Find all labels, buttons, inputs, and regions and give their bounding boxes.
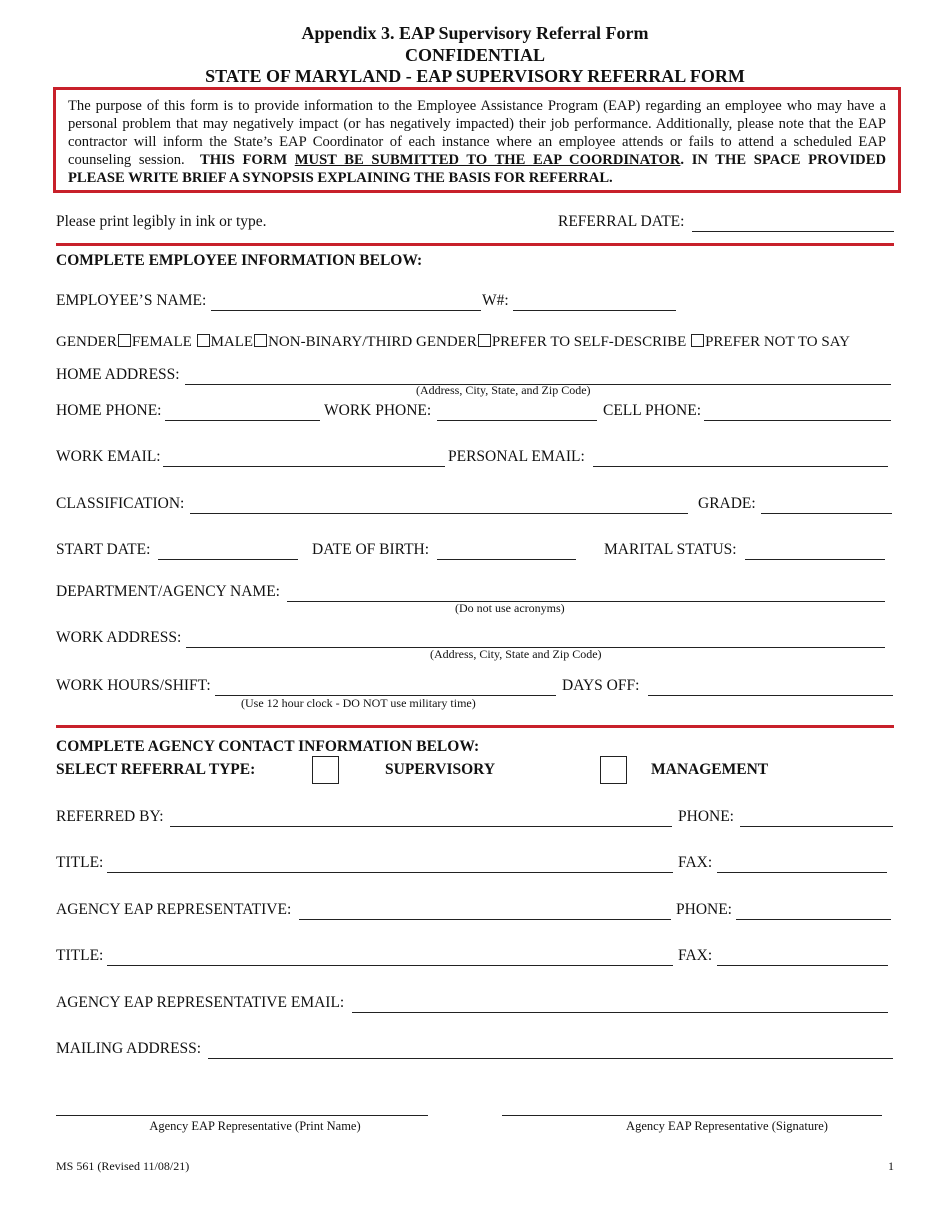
rep-phone-label: PHONE: [676,901,732,918]
gender-female-label: FEMALE [131,334,192,350]
w-number-label: W#: [482,292,509,309]
referrer-phone-field[interactable] [740,826,893,827]
supervisory-label: SUPERVISORY [385,761,496,778]
rep-fax-field[interactable] [717,965,888,966]
section-divider [56,243,894,246]
employee-section-heading: COMPLETE EMPLOYEE INFORMATION BELOW: [56,252,423,269]
supervisory-checkbox[interactable] [312,756,339,784]
agency-section-heading: COMPLETE AGENCY CONTACT INFORMATION BELOW: [56,738,480,755]
purpose-bold-2: . IN THE SPACE PROVIDED PLEASE WRITE BRIEF A SYNOPSIS EXPLAINING THE BASIS FOR REFERRAL. [68,152,886,186]
rep-label: AGENCY EAP REPRESENTATIVE: [56,901,292,918]
form-id: MS 561 (Revised 11/08/21) [56,1159,190,1173]
gender-nonbinary-checkbox[interactable] [254,334,267,347]
mailing-address-field[interactable] [208,1058,893,1059]
work-address-hint: (Address, City, State and Zip Code) [430,647,602,661]
w-number-field[interactable] [513,310,676,311]
mailing-address-label: MAILING ADDRESS: [56,1040,202,1057]
gender-prefer-not-checkbox[interactable] [691,334,704,347]
referrer-title-field[interactable] [107,872,673,873]
purpose-bold-underlined: MUST BE SUBMITTED TO THE EAP COORDINATOR [294,152,681,168]
rep-field[interactable] [299,919,671,920]
work-phone-field[interactable] [437,420,597,421]
marital-status-label: MARITAL STATUS: [604,541,737,558]
referrer-title-label: TITLE: [56,854,104,871]
gender-male-checkbox[interactable] [197,334,210,347]
form-title: STATE OF MARYLAND - EAP SUPERVISORY REFERRAL FORM [205,66,745,86]
purpose-bold-1: THIS FORM [199,152,288,168]
section-divider-2 [56,725,894,728]
work-phone-label: WORK PHONE: [324,402,432,419]
rep-email-field[interactable] [352,1012,888,1013]
home-phone-label: HOME PHONE: [56,402,162,419]
purpose-text: The purpose of this form is to provide information to the Employee Assistance Program (EAP) regarding an employee who may have a personal problem that may negatively impact (or has negatively impacted) their job performance. Additionally, please note that the EAP contractor will inform the State’s EAP Coordinator of each instance where an employee attends or fails to attend a scheduled EAP counseling session. [68,98,886,168]
management-checkbox[interactable] [600,756,627,784]
page-number: 1 [888,1159,894,1173]
department-hint: (Do not use acronyms) [455,601,565,615]
referrer-fax-label: FAX: [678,854,713,871]
dob-field[interactable] [437,559,576,560]
rep-title-label: TITLE: [56,947,104,964]
classification-field[interactable] [190,513,688,514]
dob-label: DATE OF BIRTH: [312,541,430,558]
personal-email-field[interactable] [593,466,888,467]
referral-date-label: REFERRAL DATE: [558,213,685,230]
department-field[interactable] [287,601,885,602]
referral-date-field[interactable] [692,231,894,232]
grade-label: GRADE: [698,495,756,512]
gender-female-checkbox[interactable] [118,334,131,347]
appendix-title: Appendix 3. EAP Supervisory Referral Form [301,23,649,43]
days-off-label: DAYS OFF: [562,677,640,694]
gender-prefer-not-label: PREFER NOT TO SAY [705,334,850,350]
referred-by-field[interactable] [170,826,672,827]
management-label: MANAGEMENT [651,761,769,778]
purpose-box [53,87,901,193]
referred-by-label: REFERRED BY: [56,808,164,825]
home-phone-field[interactable] [165,420,320,421]
marital-status-field[interactable] [745,559,885,560]
grade-field[interactable] [761,513,892,514]
work-email-label: WORK EMAIL: [56,448,161,465]
work-email-field[interactable] [163,466,445,467]
employee-name-label: EMPLOYEE’S NAME: [56,292,207,309]
gender-label: GENDER [56,334,117,350]
department-label: DEPARTMENT/AGENCY NAME: [56,583,280,600]
start-date-label: START DATE: [56,541,151,558]
start-date-field[interactable] [158,559,298,560]
classification-label: CLASSIFICATION: [56,495,185,512]
work-address-label: WORK ADDRESS: [56,629,182,646]
home-address-label: HOME ADDRESS: [56,366,180,383]
signature-label: Agency EAP Representative (Signature) [626,1119,828,1133]
rep-phone-field[interactable] [736,919,891,920]
gender-self-describe-label: PREFER TO SELF-DESCRIBE [491,334,687,350]
work-hours-hint: (Use 12 hour clock - DO NOT use military time) [241,696,476,710]
signature-field[interactable] [502,1115,882,1116]
referrer-phone-label: PHONE: [678,808,734,825]
rep-fax-label: FAX: [678,947,713,964]
gender-self-describe-checkbox[interactable] [478,334,491,347]
referrer-fax-field[interactable] [717,872,887,873]
instructions-text: Please print legibly in ink or type. [56,213,267,230]
cell-phone-label: CELL PHONE: [603,402,702,419]
confidential-title: CONFIDENTIAL [404,45,546,65]
print-name-label: Agency EAP Representative (Print Name) [149,1119,361,1133]
rep-title-field[interactable] [107,965,673,966]
employee-name-field[interactable] [211,310,481,311]
gender-male-label: MALE [210,334,254,350]
home-address-hint: (Address, City, State, and Zip Code) [416,383,591,397]
cell-phone-field[interactable] [704,420,891,421]
days-off-field[interactable] [648,695,893,696]
personal-email-label: PERSONAL EMAIL: [448,448,585,465]
referral-type-label: SELECT REFERRAL TYPE: [56,761,256,778]
gender-nonbinary-label: NON-BINARY/THIRD GENDER [268,334,477,350]
rep-email-label: AGENCY EAP REPRESENTATIVE EMAIL: [56,994,345,1011]
print-name-field[interactable] [56,1115,428,1116]
work-hours-label: WORK HOURS/SHIFT: [56,677,211,694]
